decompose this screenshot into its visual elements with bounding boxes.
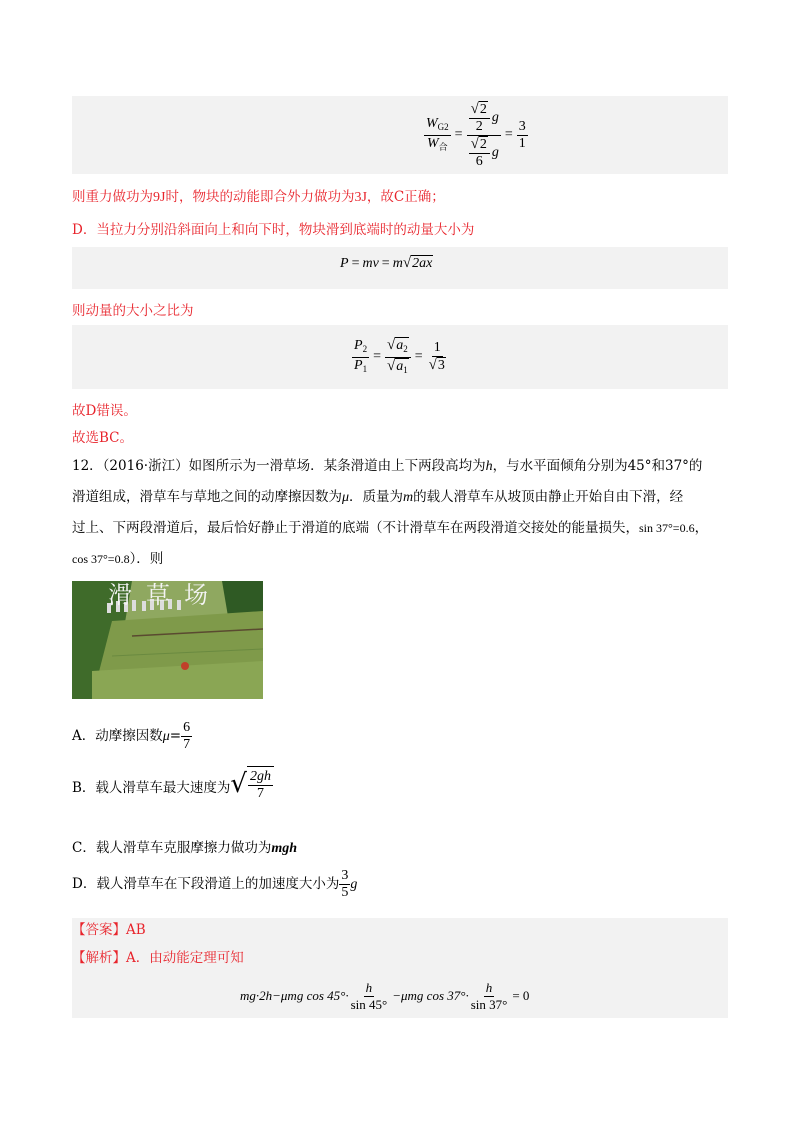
grass-slide-photo — [72, 581, 263, 699]
solution-c-line: 则重力做功为9J时，物块的动能即合外力做功为3J，故C正确； — [72, 189, 445, 205]
energy-equation: mg·2h−μmg cos 45°· $\frac{h}{\sin 45^\circ}$ −μmg cos 37°· $\frac{h}{\sin 37^\circ}$ = 0 — [240, 979, 530, 1012]
answer-analysis-box — [72, 918, 728, 1018]
work-ratio-middle: √ 2 2 g √ 2 6 g — [467, 101, 501, 170]
option-b[interactable]: B．载人滑草车最大速度为 √ $\frac{2gh}{7}$ — [72, 766, 274, 810]
answer-line: 【答案】AB — [72, 922, 146, 938]
solution-d-line: D．当拉力分别沿斜面向上和向下时，物块滑到底端时的动量大小为 — [72, 222, 475, 238]
work-ratio-lhs: $\frac{W_{G2}}{W_合}$ — [426, 115, 449, 152]
option-c[interactable]: C．载人滑草车克服摩擦力做功为mgh — [72, 840, 298, 856]
ratio-intro-line: 则动量的大小之比为 — [72, 303, 194, 319]
work-ratio-rhs: $\frac{3}{1}$ — [518, 118, 526, 151]
q12-line-3: 过上、下两段滑道后，最后恰好静止于滑道的底端（不计滑草车在两段滑道交接处的能量损失，sin 37°=0.6， — [72, 520, 709, 536]
choose-line: 故选BC。 — [72, 430, 134, 446]
analysis-line: 【解析】A．由动能定理可知 — [72, 950, 244, 966]
option-d[interactable]: D．载人滑草车在下段滑道上的加速度大小为 $\frac{3}{5}$ g — [72, 868, 358, 900]
equation-box-momentum: P = mv = m √ 2ax — [72, 247, 728, 289]
option-a[interactable]: A．动摩擦因数μ= $\frac{6}{7}$ — [72, 720, 191, 752]
d-wrong-line: 故D错误。 — [72, 403, 137, 419]
q12-line-1: 12．（2016·浙江）如图所示为一滑草场．某条滑道由上下两段高均为h，与水平面倾角分别为45°和37°的 — [72, 458, 703, 474]
q12-line-2: 滑道组成，滑草车与草地之间的动摩擦因数为μ．质量为m的载人滑草车从坡顶由静止开始自由下滑，经 — [72, 489, 684, 505]
equation-box-work-ratio: $\frac{W_{G2}}{W_合}$ = √ 2 2 g √ 2 6 g = $\frac{3}{1}$ — [72, 96, 728, 174]
photo-sign-text: 滑草场 — [108, 581, 222, 609]
q12-line-4: cos 37°=0.8）．则 — [72, 551, 164, 567]
equation-box-momentum-ratio: $\frac{P_2}{P_1}$ = √ $a_2$ √ $a_1$ = 1 √ 3 — [72, 325, 728, 389]
